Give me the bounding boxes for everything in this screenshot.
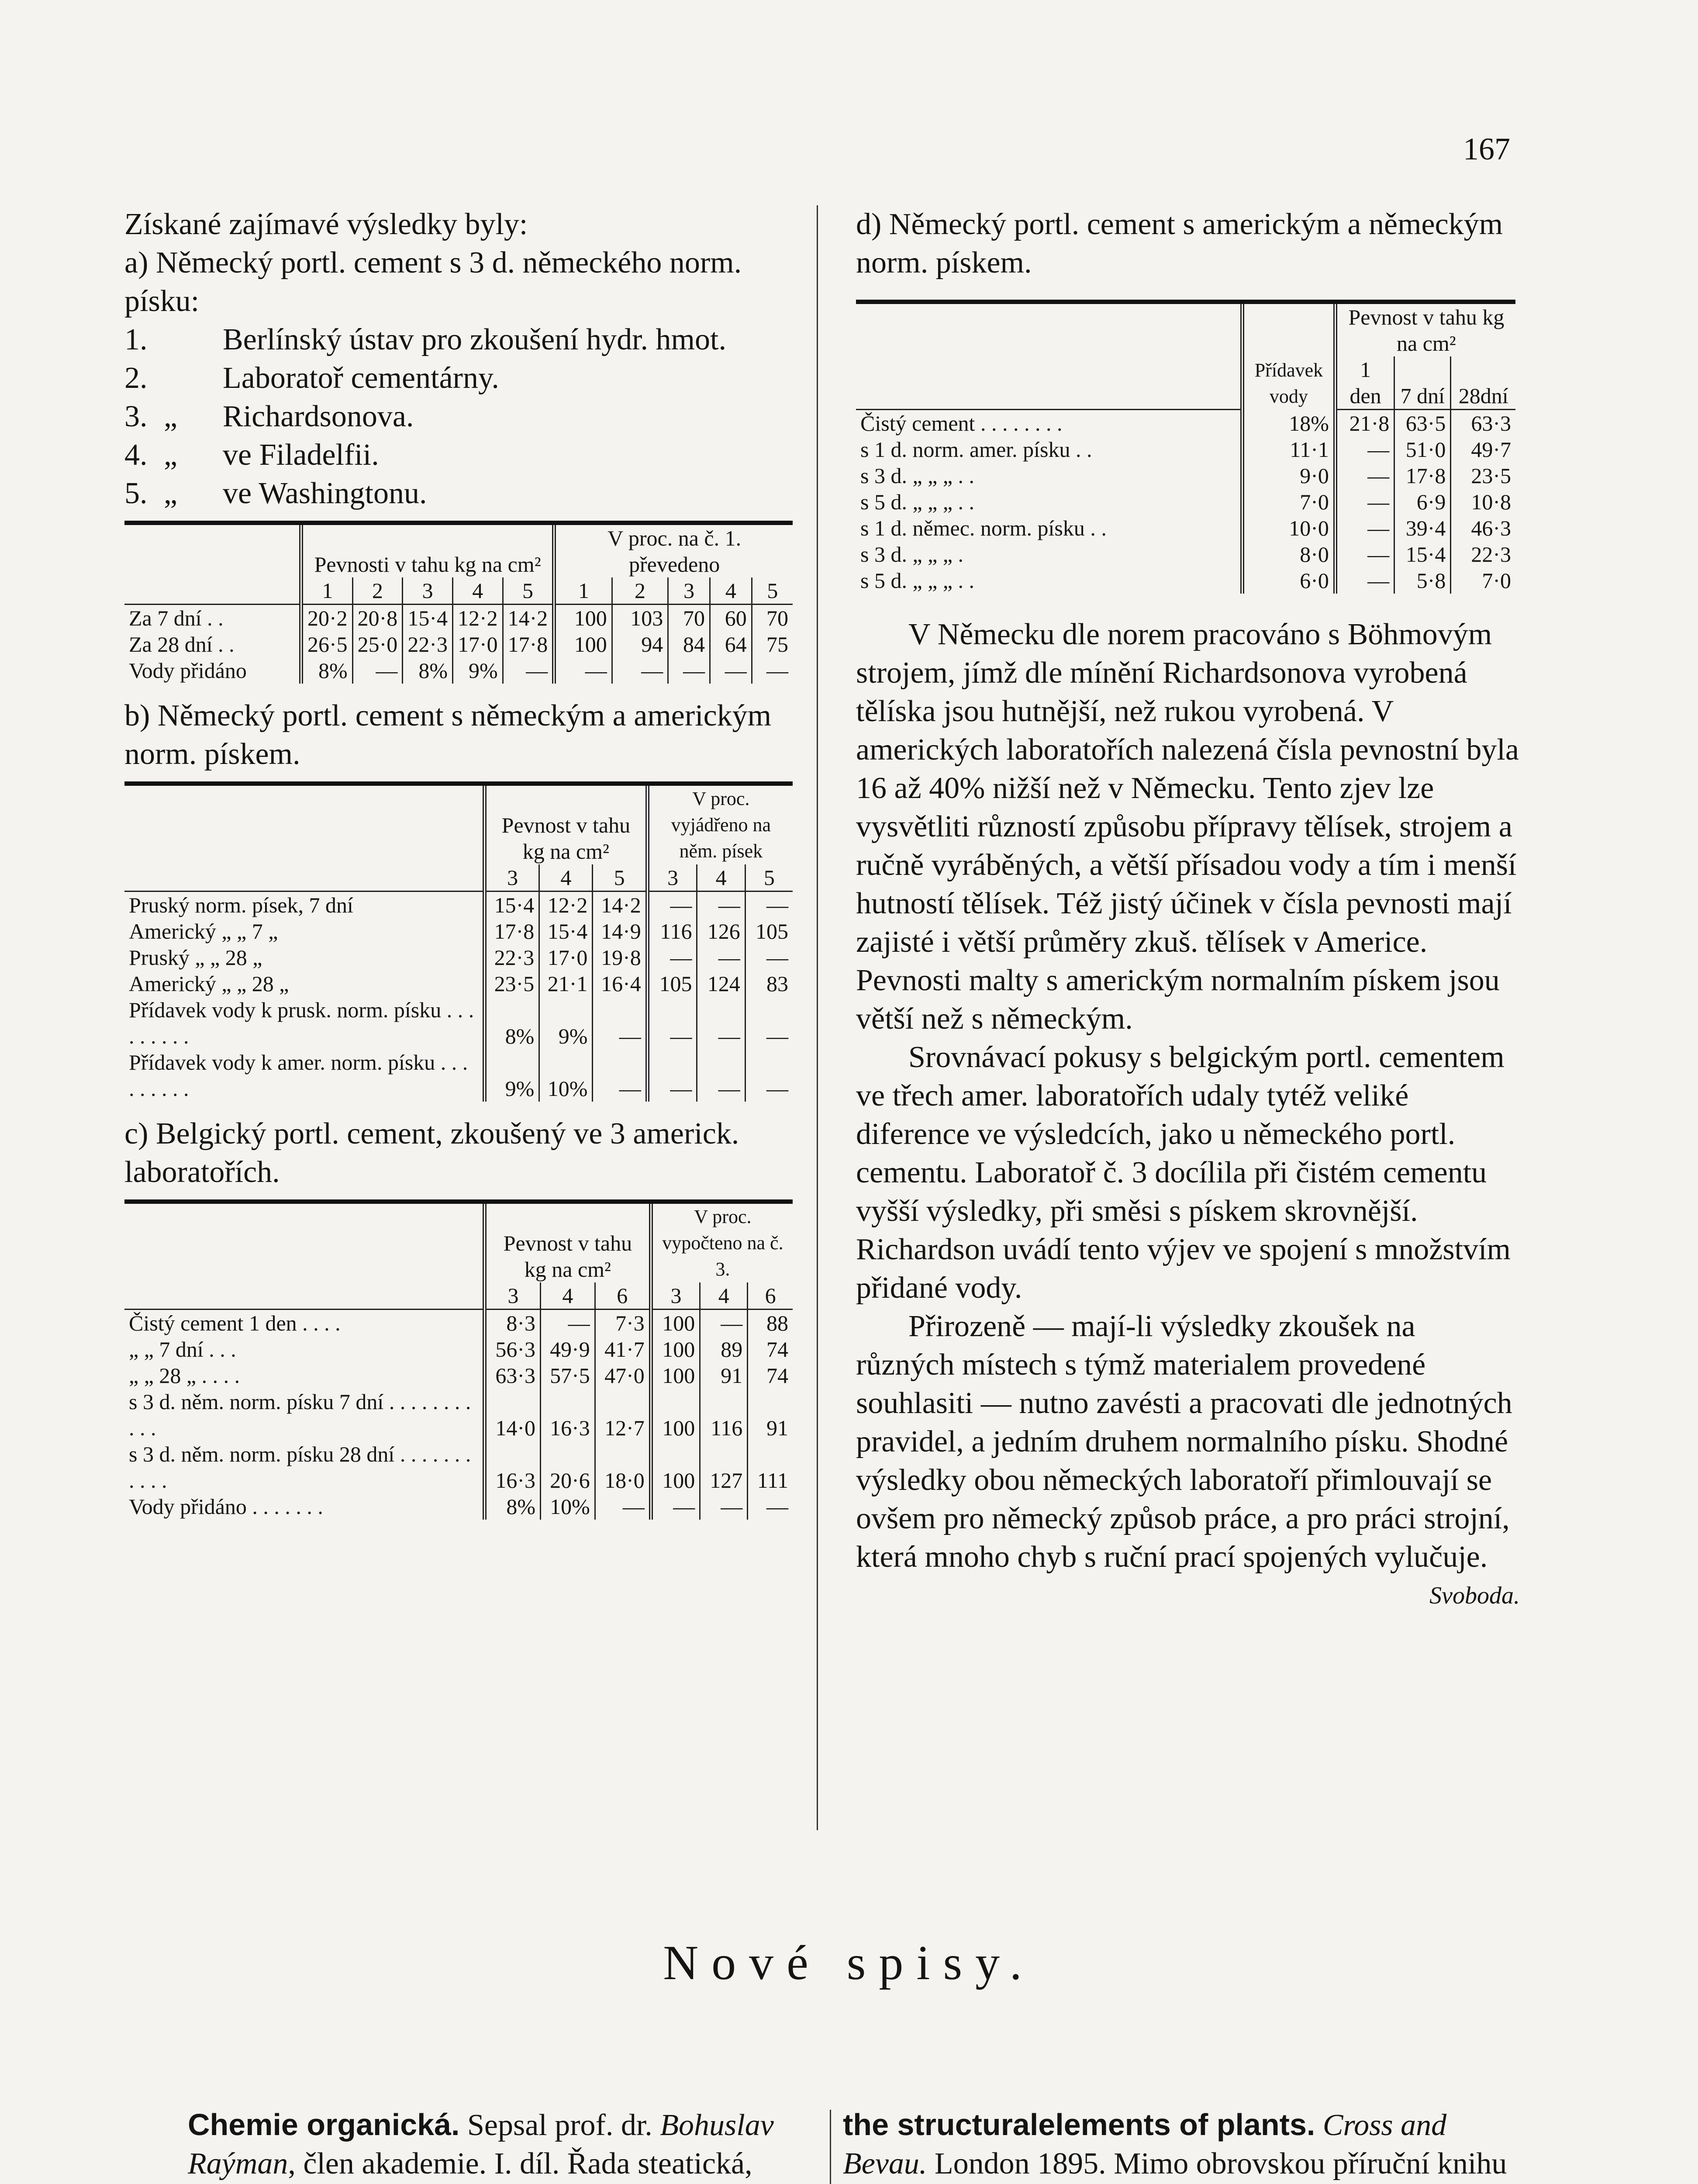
- table-cell: 9%: [539, 997, 593, 1049]
- table-cell: 103: [612, 605, 668, 632]
- column-header: 4: [452, 577, 503, 605]
- table-cell: 39·4: [1394, 515, 1451, 541]
- column-header: 5: [593, 864, 647, 892]
- row-label: „ „ 7 dní . . .: [129, 1337, 236, 1362]
- ditto-mark: „: [164, 477, 178, 510]
- table-cell: 15·4: [1394, 541, 1451, 567]
- table-cell: 49·9: [541, 1336, 595, 1362]
- table-cell: 64: [710, 631, 752, 657]
- table-cell: —: [554, 657, 612, 684]
- table-cell: 83: [745, 971, 793, 997]
- column-header: 3: [485, 864, 539, 892]
- table-c-group1: Pevnost v tahu kg na cm²: [485, 1202, 651, 1282]
- table-row: [124, 1441, 793, 1493]
- books-column-divider: [830, 2110, 831, 2184]
- column-divider: [817, 205, 818, 1830]
- table-cell: 17·0: [539, 944, 593, 971]
- table-cell: 63·5: [1394, 410, 1451, 437]
- row-label: s 1 d. norm. amer. písku . .: [860, 437, 1092, 462]
- table-cell: —: [752, 657, 793, 684]
- table-cell: —: [541, 1310, 595, 1337]
- column-header: 6: [595, 1282, 651, 1310]
- ditto-mark: [164, 321, 223, 359]
- table-cell: —: [1335, 489, 1394, 515]
- table-cell: 89: [700, 1336, 748, 1362]
- books-left-column: [188, 2105, 812, 2184]
- table-cell: 18%: [1242, 410, 1336, 437]
- table-cell: —: [748, 1493, 793, 1520]
- table-row: [124, 918, 793, 944]
- book2-author: Cross and Bevau.: [843, 2108, 1447, 2181]
- table-cell: —: [352, 657, 403, 684]
- list-item: [124, 474, 806, 513]
- table-cell: 5·8: [1394, 567, 1451, 594]
- table-cell: —: [503, 657, 554, 684]
- list-item: [124, 321, 806, 359]
- row-label: Přídavek vody k prusk. norm. písku . . . . . . . . .: [129, 998, 474, 1048]
- table-cell: 8%: [403, 657, 453, 684]
- table-cell: 23·5: [485, 971, 539, 997]
- column-header: 3: [647, 864, 697, 892]
- table-cell: 74: [748, 1362, 793, 1389]
- table-cell: 100: [554, 605, 612, 632]
- table-cell: 124: [697, 971, 745, 997]
- table-a-group2: V proc. na č. 1. převedeno: [554, 523, 793, 577]
- table-cell: 105: [647, 971, 697, 997]
- right-column: [856, 205, 1520, 1615]
- table-cell: 8%: [301, 657, 353, 684]
- table-row: [124, 1362, 793, 1389]
- table-a: [124, 521, 806, 684]
- book1-author: Bohuslav Raýman: [188, 2108, 774, 2181]
- list-item: [124, 436, 806, 474]
- table-cell: 8·3: [485, 1310, 541, 1337]
- column-header: 2: [612, 577, 668, 605]
- table-row: [124, 605, 793, 632]
- table-cell: 100: [651, 1389, 700, 1441]
- column-header: 7 dní: [1394, 356, 1451, 410]
- table-row: [124, 944, 793, 971]
- row-label: s 3 d. „ „ „ . .: [860, 463, 975, 488]
- column-header: 3: [651, 1282, 700, 1310]
- table-cell: 16·4: [593, 971, 647, 997]
- table-cell: 10·0: [1242, 515, 1336, 541]
- row-label: Pruský norm. písek, 7 dní: [129, 893, 353, 917]
- signature: Svoboda.: [1429, 1582, 1520, 1609]
- table-cell: 41·7: [595, 1336, 651, 1362]
- table-cell: 111: [748, 1441, 793, 1493]
- table-cell: —: [647, 944, 697, 971]
- table-cell: 6·9: [1394, 489, 1451, 515]
- column-header: 28dní: [1451, 356, 1515, 410]
- table-cell: —: [697, 997, 745, 1049]
- table-cell: 63·3: [485, 1362, 541, 1389]
- table-cell: 105: [745, 918, 793, 944]
- ditto-mark: „: [164, 438, 178, 472]
- table-cell: 126: [697, 918, 745, 944]
- table-cell: 116: [647, 918, 697, 944]
- table-row: [124, 1389, 793, 1441]
- list-text: ve Washingtonu.: [223, 477, 427, 510]
- table-row: [124, 631, 793, 657]
- section-a-heading: a) Německý portl. cement s 3 d. německého norm. písku:: [124, 246, 742, 318]
- table-cell: 12·7: [595, 1389, 651, 1441]
- table-cell: 11·1: [1242, 436, 1336, 463]
- list-number: 4.: [124, 438, 148, 472]
- column-header: 5: [752, 577, 793, 605]
- table-cell: —: [647, 1049, 697, 1102]
- table-cell: 10%: [539, 1049, 593, 1102]
- book1-text-b: , člen akademie. I. díl. Řada steatická,: [288, 2147, 752, 2181]
- table-row: [124, 657, 793, 684]
- table-cell: 8%: [485, 997, 539, 1049]
- row-label: s 3 d. něm. norm. písku 7 dní . . . . . . . . . . .: [129, 1389, 471, 1440]
- blank-header: [856, 356, 1242, 410]
- table-row: [856, 410, 1515, 437]
- table-row: [856, 541, 1515, 567]
- column-header: 1: [554, 577, 612, 605]
- table-cell: —: [710, 657, 752, 684]
- book1-text-a: Sepsal prof. dr.: [467, 2108, 660, 2142]
- paragraph-1: V Německu dle norem pracováno s Böhmovým strojem, jímž dle mínění Richardsonova vyrobená tělíska jsou hutnější, než rukou vyrobená. V amerických laboratořích nalezená čísla pevnostní byla 16 až 40% nižší než v Německu. Tento zjev lze vysvětliti růzností způsobu přípravy tělísek, strojem a ručně vyráběných, a větší přísadou vody a tím i menší hutností tělísek. Též jistý účinek v čísla pevnosti mají zajisté i větší průměry zkuš. tělísek v Americe. Pevnosti malty s americkým normalním pískem jsou větší než s německým.: [856, 618, 1519, 1036]
- table-cell: —: [651, 1493, 700, 1520]
- column-header: 5: [745, 864, 793, 892]
- table-cell: 12·2: [452, 605, 503, 632]
- table-cell: 17·0: [452, 631, 503, 657]
- list-number: 3.: [124, 400, 148, 433]
- row-label: Vody přidáno: [129, 658, 247, 683]
- left-column: [124, 205, 806, 1530]
- table-cell: 17·8: [485, 918, 539, 944]
- table-cell: 91: [748, 1389, 793, 1441]
- table-cell: 57·5: [541, 1362, 595, 1389]
- table-cell: —: [745, 944, 793, 971]
- table-row: [124, 892, 793, 919]
- table-cell: 10%: [541, 1493, 595, 1520]
- list-number: 2.: [124, 361, 148, 395]
- table-cell: —: [745, 1049, 793, 1102]
- table-row: [856, 489, 1515, 515]
- row-label: Za 7 dní . .: [129, 606, 224, 630]
- column-header: 4: [700, 1282, 748, 1310]
- row-label: s 1 d. němec. norm. písku . .: [860, 516, 1107, 540]
- list-text: ve Filadelfii.: [223, 438, 379, 472]
- books-right-column: [843, 2105, 1520, 2184]
- list-item: [124, 359, 806, 397]
- table-cell: —: [1335, 463, 1394, 489]
- table-cell: —: [700, 1310, 748, 1337]
- book1-title: Chemie organická.: [188, 2108, 460, 2142]
- table-cell: 14·0: [485, 1389, 541, 1441]
- row-label: Za 28 dní . .: [129, 632, 235, 657]
- lab-list: [124, 321, 806, 513]
- table-cell: 116: [700, 1389, 748, 1441]
- table-cell: 100: [554, 631, 612, 657]
- row-label: Čistý cement . . . . . . . .: [860, 411, 1063, 435]
- table-cell: 100: [651, 1310, 700, 1337]
- table-cell: 63·3: [1451, 410, 1515, 437]
- table-row: [124, 1493, 793, 1520]
- table-cell: —: [1335, 436, 1394, 463]
- table-cell: 16·3: [485, 1441, 541, 1493]
- table-cell: 7·0: [1242, 489, 1336, 515]
- table-cell: 15·4: [403, 605, 453, 632]
- table-cell: —: [1335, 515, 1394, 541]
- table-cell: 100: [651, 1336, 700, 1362]
- row-label: s 5 d. „ „ „ . .: [860, 490, 975, 514]
- table-cell: 46·3: [1451, 515, 1515, 541]
- table-cell: —: [593, 997, 647, 1049]
- table-cell: —: [668, 657, 710, 684]
- table-cell: 20·6: [541, 1441, 595, 1493]
- table-row: [124, 1049, 793, 1102]
- book2-text: London 1895. Mimo obrovskou příruční knihu: [934, 2147, 1507, 2181]
- table-c-group2: V proc. vypočteno na č. 3.: [651, 1202, 793, 1282]
- table-cell: —: [595, 1493, 651, 1520]
- table-c: [124, 1199, 806, 1520]
- row-label: s 5 d. „ „ „ . .: [860, 568, 975, 593]
- column-header: 2: [352, 577, 403, 605]
- table-cell: 51·0: [1394, 436, 1451, 463]
- table-cell: 26·5: [301, 631, 353, 657]
- row-label: s 3 d. „ „ „ .: [860, 542, 964, 567]
- table-cell: 94: [612, 631, 668, 657]
- table-cell: 70: [752, 605, 793, 632]
- table-cell: 21·1: [539, 971, 593, 997]
- table-row: [124, 1336, 793, 1362]
- table-cell: 20·2: [301, 605, 353, 632]
- table-cell: 14·2: [593, 892, 647, 919]
- table-cell: 12·2: [539, 892, 593, 919]
- section-d-heading: d) Německý portl. cement s americkým a německým norm. pískem.: [856, 207, 1503, 280]
- table-cell: 47·0: [595, 1362, 651, 1389]
- table-cell: 16·3: [541, 1389, 595, 1441]
- paragraph-2: Srovnávací pokusy s belgickým portl. cementem ve třech amer. laboratořích udaly tytéž veliké diference ve výsledcích, jako u německého portl. cementu. Laboratoř č. 3 docílila při čistém cementu vyšší výsledky, při směsi s pískem skrovnější. Richardson uvádí tento výjev ve spojení s množstvím přidané vody.: [856, 1040, 1511, 1305]
- table-cell: 9·0: [1242, 463, 1336, 489]
- table-cell: 25·0: [352, 631, 403, 657]
- table-cell: —: [745, 997, 793, 1049]
- table-cell: 23·5: [1451, 463, 1515, 489]
- column-header: 3: [668, 577, 710, 605]
- table-cell: 49·7: [1451, 436, 1515, 463]
- table-cell: 60: [710, 605, 752, 632]
- column-header: 4: [541, 1282, 595, 1310]
- table-cell: —: [697, 892, 745, 919]
- page-number: 167: [1463, 131, 1510, 166]
- column-header: 3: [485, 1282, 541, 1310]
- table-cell: 100: [651, 1362, 700, 1389]
- table-cell: 70: [668, 605, 710, 632]
- table-cell: —: [593, 1049, 647, 1102]
- list-number: 1.: [124, 323, 148, 356]
- table-cell: 84: [668, 631, 710, 657]
- table-cell: 8·0: [1242, 541, 1336, 567]
- list-number: 5.: [124, 477, 148, 510]
- table-a-group1: Pevnosti v tahu kg na cm²: [301, 523, 554, 577]
- table-row: [124, 997, 793, 1049]
- row-label: Pruský „ „ 28 „: [129, 945, 262, 970]
- table-cell: —: [697, 1049, 745, 1102]
- table-row: [856, 463, 1515, 489]
- table-cell: 56·3: [485, 1336, 541, 1362]
- column-header: 3: [403, 577, 453, 605]
- list-item: [124, 397, 806, 436]
- row-label: s 3 d. něm. norm. písku 28 dní . . . . . . . . . . .: [129, 1442, 471, 1493]
- table-cell: —: [1335, 567, 1394, 594]
- table-cell: 22·3: [1451, 541, 1515, 567]
- table-b: [124, 781, 806, 1102]
- section-b-heading: b) Německý portl. cement s německým a americkým norm. pískem.: [124, 699, 772, 771]
- table-row: [856, 436, 1515, 463]
- column-header: 4: [710, 577, 752, 605]
- table-cell: 15·4: [539, 918, 593, 944]
- table-cell: 9%: [485, 1049, 539, 1102]
- ditto-mark: [164, 359, 223, 397]
- table-cell: 8%: [485, 1493, 541, 1520]
- intro-text: Získané zajímavé výsledky byly:: [124, 207, 528, 241]
- table-d: [856, 300, 1520, 594]
- row-label: Vody přidáno . . . . . . .: [129, 1494, 323, 1519]
- row-label: Čistý cement 1 den . . . .: [129, 1311, 341, 1335]
- table-cell: 19·8: [593, 944, 647, 971]
- table-cell: 7·3: [595, 1310, 651, 1337]
- row-label: Přídavek vody k amer. norm. písku . . . . . . . . .: [129, 1050, 468, 1101]
- paragraph-3: Přirozeně — mají-li výsledky zkoušek na různých místech s týmž materialem provedené souhlasiti — nutno zavésti a pracovati dle jednotných pravidel, a jedním druhem normalního písku. Shodné výsledky obou německých laboratoří přimlouvají se ovšem pro německý způsob práce, a pro práci strojní, která mnoho chyb s ruční prací spojených vylučuje.: [856, 1310, 1512, 1574]
- table-cell: 7·0: [1451, 567, 1515, 594]
- table-cell: 14·9: [593, 918, 647, 944]
- table-cell: 17·8: [1394, 463, 1451, 489]
- table-cell: 74: [748, 1336, 793, 1362]
- table-cell: 88: [748, 1310, 793, 1337]
- table-cell: —: [647, 997, 697, 1049]
- table-cell: —: [700, 1493, 748, 1520]
- table-b-group1: Pevnost v tahu kg na cm²: [485, 784, 648, 864]
- list-text: Berlínský ústav pro zkoušení hydr. hmot.: [223, 323, 726, 356]
- column-header: 4: [697, 864, 745, 892]
- table-cell: —: [647, 892, 697, 919]
- table-cell: 14·2: [503, 605, 554, 632]
- table-cell: 18·0: [595, 1441, 651, 1493]
- table-d-group: Pevnost v tahu kg na cm²: [1335, 302, 1515, 356]
- table-cell: 22·3: [403, 631, 453, 657]
- table-cell: 6·0: [1242, 567, 1336, 594]
- table-row: [856, 567, 1515, 594]
- table-cell: 75: [752, 631, 793, 657]
- row-label: Americký „ „ 28 „: [129, 971, 289, 996]
- table-row: [856, 515, 1515, 541]
- row-label: Americký „ „ 7 „: [129, 919, 278, 943]
- table-row: [124, 971, 793, 997]
- table-d-water-header: Přídavek vody: [1242, 302, 1336, 410]
- row-label: „ „ 28 „ . . . .: [129, 1363, 240, 1388]
- ditto-mark: „: [164, 400, 178, 433]
- table-cell: 100: [651, 1441, 700, 1493]
- table-row: [124, 1310, 793, 1337]
- book2-title-end: the structuralelements of plants.: [843, 2108, 1315, 2142]
- column-header: 1 den: [1335, 356, 1394, 410]
- section-title: Nové spisy.: [663, 1936, 1035, 1990]
- table-cell: 21·8: [1335, 410, 1394, 437]
- table-cell: 91: [700, 1362, 748, 1389]
- table-cell: —: [697, 944, 745, 971]
- column-header: 5: [503, 577, 554, 605]
- table-cell: —: [612, 657, 668, 684]
- table-cell: 15·4: [485, 892, 539, 919]
- table-cell: 20·8: [352, 605, 403, 632]
- section-c-heading: c) Belgický portl. cement, zkoušený ve 3 americk. laboratořích.: [124, 1117, 739, 1189]
- column-header: 6: [748, 1282, 793, 1310]
- table-cell: 22·3: [485, 944, 539, 971]
- table-cell: —: [745, 892, 793, 919]
- list-text: Richardsonova.: [223, 400, 414, 433]
- table-cell: —: [1335, 541, 1394, 567]
- column-header: 1: [301, 577, 353, 605]
- table-cell: 17·8: [503, 631, 554, 657]
- table-b-group2: V proc. vyjádřeno na něm. písek: [647, 784, 793, 864]
- list-text: Laboratoř cementárny.: [223, 361, 499, 395]
- column-header: 4: [539, 864, 593, 892]
- table-cell: 9%: [452, 657, 503, 684]
- table-cell: 10·8: [1451, 489, 1515, 515]
- table-cell: 127: [700, 1441, 748, 1493]
